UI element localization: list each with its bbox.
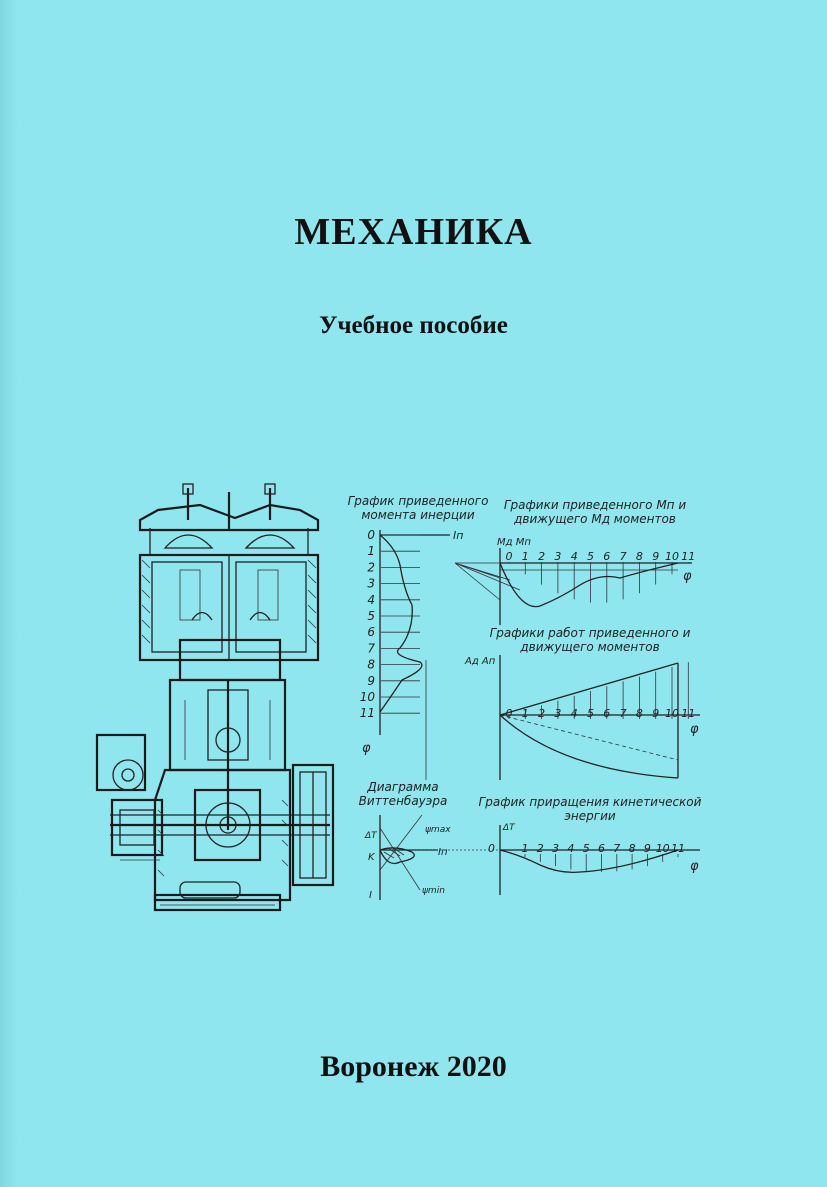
kinetic-tick-label: 2 <box>536 842 544 855</box>
work-tick-label: 1 <box>521 707 529 720</box>
work-ticks <box>506 662 696 720</box>
inertia-tick-label: 8 <box>367 657 375 672</box>
moments-axis-label: Mд Mп <box>497 537 531 548</box>
moments-tick-label: 7 <box>619 550 627 563</box>
work-tick-label: 8 <box>635 707 643 720</box>
work-caption-2: движущего моментов <box>520 640 660 654</box>
kinetic-tick-label: 6 <box>598 842 605 855</box>
wittenbauer-psimin: ψmin <box>422 886 445 896</box>
inertia-tick-label: 7 <box>367 641 375 656</box>
kinetic-axis-label: ΔT <box>503 823 515 833</box>
kinetic-tick-label: 7 <box>613 842 621 855</box>
kinetic-caption-2: энергии <box>564 809 616 823</box>
moments-caption-2: движущего Mд моментов <box>514 512 676 526</box>
wittenbauer-dT: ΔT <box>365 831 377 841</box>
work-tick-label: 10 <box>665 707 679 720</box>
kinetic-graph <box>380 795 702 895</box>
work-tick-label: 7 <box>619 707 627 720</box>
moments-tick-label: 11 <box>681 550 696 563</box>
wittenbauer-K: K <box>368 852 375 863</box>
moments-tick-label: 10 <box>665 550 679 563</box>
moments-tick-label: 4 <box>570 550 578 563</box>
kinetic-tick-label: 5 <box>582 842 590 855</box>
moments-graph <box>455 498 695 625</box>
inertia-phi: φ <box>362 741 371 756</box>
wittenbauer-psimax: ψmax <box>425 825 451 835</box>
moments-tick-label: 1 <box>521 550 529 563</box>
inertia-tick-label: 0 <box>367 528 375 542</box>
inertia-tick-label: 9 <box>367 673 375 688</box>
inertia-axis-label: Iп <box>453 529 464 542</box>
work-tick-label: 6 <box>603 707 611 720</box>
wittenbauer-caption-2: Виттенбауэра <box>358 794 448 808</box>
inertia-tick-label: 1 <box>367 544 375 559</box>
inertia-tick-label: 2 <box>367 560 375 575</box>
wittenbauer-caption-1: Диаграмма <box>367 780 439 794</box>
moments-tick-label: 3 <box>554 550 562 563</box>
kinetic-tick-label: 3 <box>552 842 560 855</box>
kinetic-caption-1: График приращения кинетической <box>478 795 702 809</box>
inertia-caption-2: момента инерции <box>361 508 475 522</box>
work-tick-label: 0 <box>505 707 513 720</box>
city-year: Воронеж 2020 <box>320 1050 507 1083</box>
moments-tick-label: 8 <box>635 550 643 563</box>
work-tick-label: 5 <box>587 707 594 720</box>
wittenbauer-diagram <box>359 780 452 901</box>
moments-tick-label: 2 <box>538 550 546 563</box>
moments-tick-label: 5 <box>587 550 594 563</box>
inertia-tick-label: 3 <box>367 576 375 591</box>
work-graph <box>464 626 700 780</box>
engine-drawing <box>97 484 333 910</box>
kinetic-tick-label: 8 <box>628 842 636 855</box>
work-phi: φ <box>690 722 699 737</box>
book-title: МЕХАНИКА <box>294 211 533 253</box>
inertia-tick-label: 5 <box>367 609 375 623</box>
moments-ticks <box>506 550 696 603</box>
inertia-graph <box>348 494 489 780</box>
kinetic-tick-label: 9 <box>643 842 651 855</box>
kinetic-zero: 0 <box>488 842 495 855</box>
work-tick-label: 11 <box>681 707 696 720</box>
wittenbauer-In: Iп <box>438 847 448 858</box>
moments-tick-label: 6 <box>603 550 611 563</box>
inertia-tick-label: 10 <box>359 690 375 704</box>
work-axis-label: Aд Aп <box>465 656 496 667</box>
inertia-tick-label: 4 <box>367 592 375 607</box>
wittenbauer-I: I <box>369 890 372 901</box>
work-tick-label: 2 <box>538 707 546 720</box>
moments-tick-label: 9 <box>652 550 660 563</box>
moments-tick-label: 0 <box>505 550 513 563</box>
work-tick-label: 9 <box>652 707 660 720</box>
moments-caption-1: Графики приведенного Mп и <box>503 498 687 512</box>
kinetic-phi: φ <box>690 859 699 874</box>
book-subtitle: Учебное пособие <box>319 312 508 339</box>
inertia-tick-label: 11 <box>359 706 375 721</box>
kinetic-tick-label: 10 <box>655 842 670 855</box>
moments-phi: φ <box>683 569 692 584</box>
work-tick-label: 3 <box>554 707 562 720</box>
kinetic-tick-label: 1 <box>521 842 529 855</box>
inertia-tick-label: 6 <box>367 625 375 640</box>
work-tick-label: 4 <box>570 707 578 720</box>
kinetic-tick-label: 4 <box>567 842 575 855</box>
kinetic-tick-label: 11 <box>671 842 685 855</box>
work-caption-1: Графики работ приведенного и <box>489 626 691 640</box>
inertia-caption-1: График приведенного <box>347 494 489 508</box>
